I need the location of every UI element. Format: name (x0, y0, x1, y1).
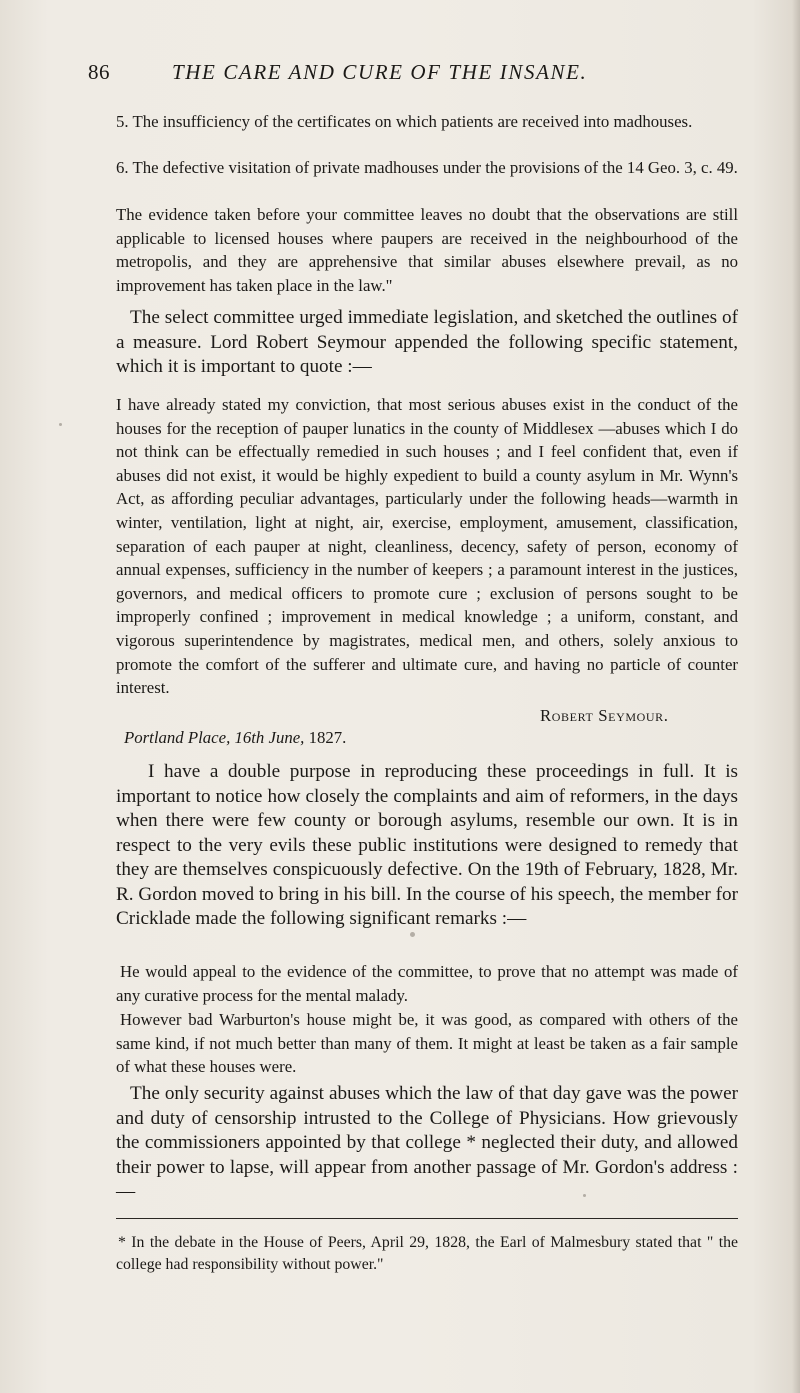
dateline-year: 1827. (308, 728, 347, 747)
gordon-remark-1: He would appeal to the evidence of the committee, to prove that no attempt was made of any curative process for the mental malady. (116, 962, 738, 1005)
page-edge-shadow (792, 0, 800, 1393)
report-item-6: 6. The defective visitation of private madhouses under the provisions of the 14 Geo. 3, c. 49. (116, 158, 738, 177)
seymour-statement: I have already stated my conviction, that most serious abuses exist in the conduct of the houses for the reception of pauper lunatics in the county of Middlesex —abuses which I do not think can be effectually remedied in such houses ; and I feel confident that, even if abuses did not exist, it would be highly expedient to build a county asylum in Mr. Wynn's Act, as affording peculiar advantages, particularly under the following heads—warmth in winter, ventilation, light at night, air, exercise, employment, amusement, classification, separation of each pauper at night, cleanliness, decency, safety of person, economy of annual expenses, sufficiency in the number of keepers ; a paramount interest in the justices, governors, and medical officers to promote cure ; exclusion of persons sought to be improperly confined ; improvement in medical knowledge ; a uniform, constant, and vigorous superintendence by magistrates, medical men, and others, solely anxious to promote the comfort of the sufferer and ultimate cure, and having no particle of counter interest. (116, 395, 738, 698)
ink-speck (59, 423, 62, 426)
report-evidence-paragraph: The evidence taken before your committee leaves no doubt that the observations are still applicable to licensed houses where paupers are received in the neighbourhood of the metropolis, and they are apprehensive that similar abuses elsewhere prevail, as no improvement has taken place in the law." (116, 205, 738, 295)
running-header (88, 60, 658, 90)
footnote-rule (116, 1218, 738, 1219)
page-number: 86 (88, 60, 110, 84)
footnote: * In the debate in the House of Peers, April 29, 1828, the Earl of Malmesbury stated that " the college had responsibility without power." (116, 1234, 738, 1273)
dateline-place: Portland Place, (124, 728, 231, 747)
ink-speck (410, 932, 415, 937)
gordon-remark-2: However bad Warburton's house might be, it was good, as compared with others of the same kind, if not much better than many of them. It might at least be taken as a fair sample of what these houses were. (116, 1010, 738, 1077)
running-title: THE CARE AND CURE OF THE INSANE. (172, 60, 588, 84)
dateline-day: 16th June, (234, 728, 305, 747)
signature-robert-seymour: Robert Seymour. (540, 706, 669, 725)
ink-speck (583, 1194, 586, 1197)
dateline (124, 728, 346, 748)
security-paragraph: The only security against abuses which the law of that day gave was the power and duty of censorship intrusted to the College of Physicians. How grievously the commissioners appointed by that college * neglected their duty, and allowed their power to lapse, will appear from another passage of Mr. Gordon's address :— (116, 1083, 738, 1202)
purpose-paragraph: I have a double purpose in reproducing these proceedings in full. It is important to notice how closely the complaints and aim of reformers, in the days when there were few county or borough asylums, resemble our own. It is in respect to the very evils these public institutions were designed to remedy that they are themselves conspicuously defective. On the 19th of February, 1828, Mr. R. Gordon moved to bring in his bill. In the course of his speech, the member for Cricklade made the following significant remarks :— (116, 761, 738, 929)
report-item-5: 5. The insufficiency of the certificates on which patients are received into madhouses. (116, 112, 693, 131)
intro-paragraph: The select committee urged immediate legislation, and sketched the outlines of a measure. Lord Robert Seymour appended the following specific statement, which it is important to quote :— (116, 307, 738, 377)
